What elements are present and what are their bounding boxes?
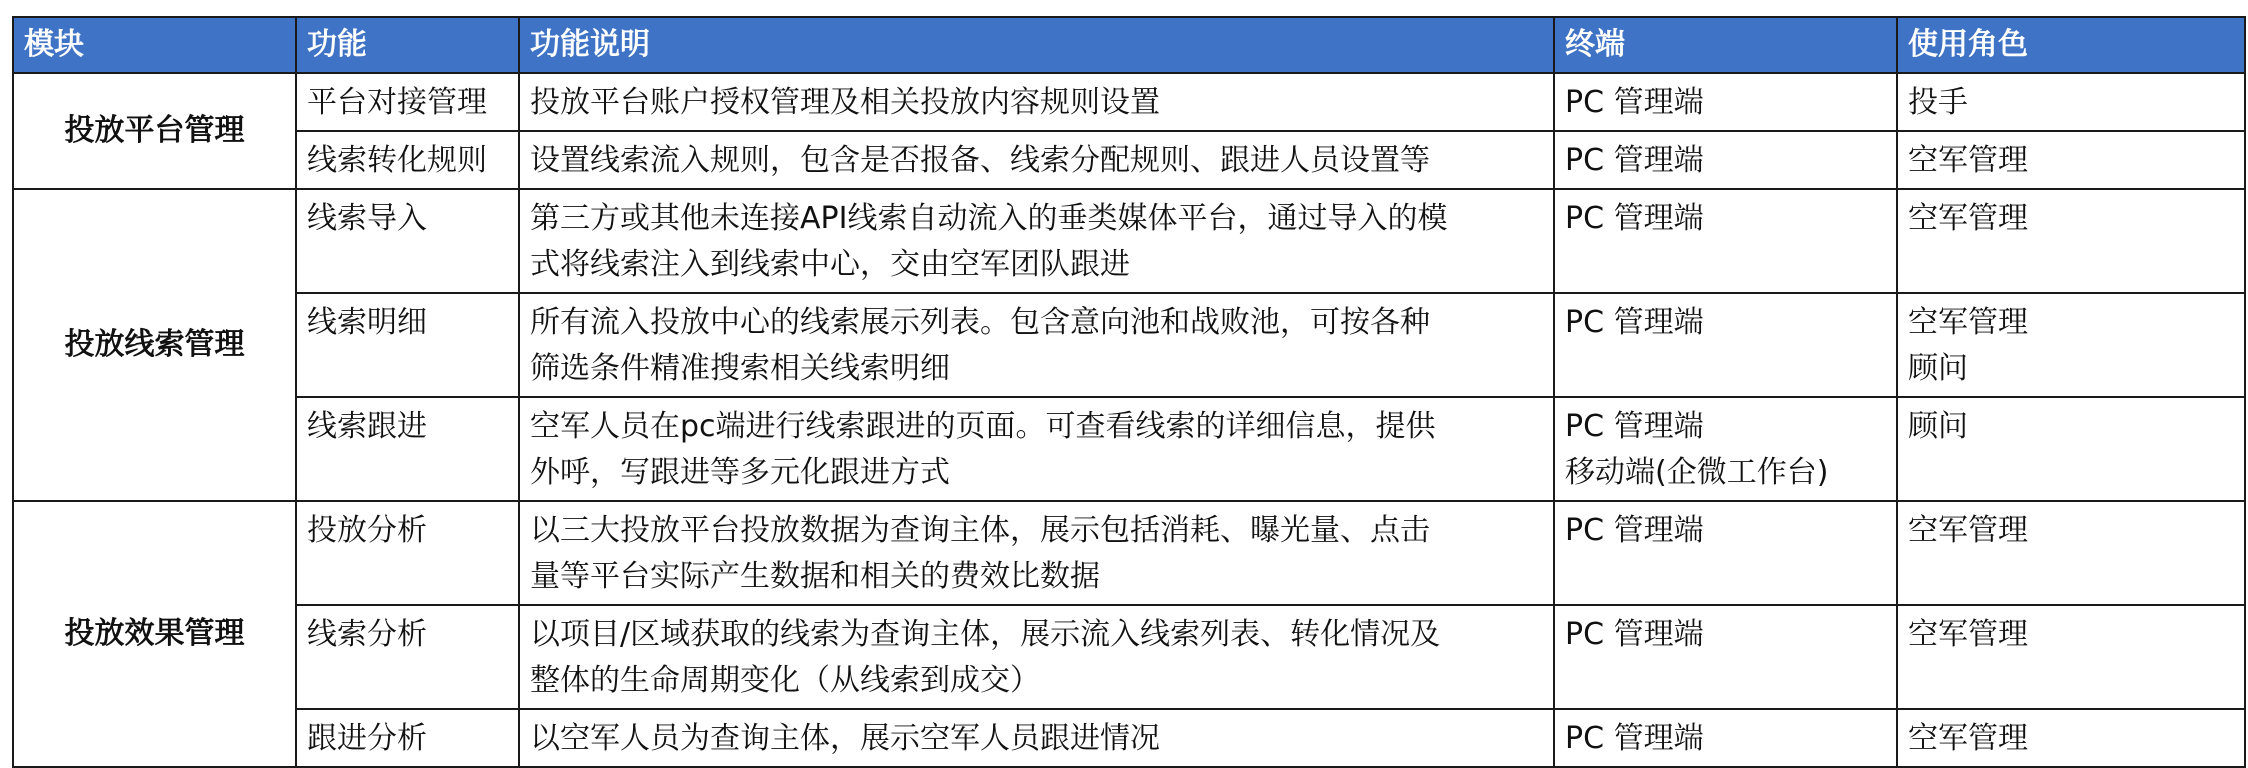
terminal-cell (1554, 397, 1897, 501)
table-row (13, 131, 2245, 189)
terminal-line: PC 管理端 (1565, 409, 1704, 444)
description-line: 以项目/区域获取的线索为查询主体，展示流入线索列表、转化情况及 (530, 617, 1441, 652)
description-line: 所有流入投放中心的线索展示列表。包含意向池和战败池，可按各种 (530, 305, 1430, 340)
description-cell (519, 293, 1554, 397)
roles-cell (1897, 189, 2245, 293)
terminal-cell (1554, 73, 1897, 131)
module-cell: 投放线索管理 (13, 189, 296, 501)
terminal-line: PC 管理端 (1565, 305, 1704, 340)
table-row (13, 709, 2245, 767)
description-line: 空军人员在pc端进行线索跟进的页面。可查看线索的详细信息，提供 (530, 409, 1436, 444)
function-cell: 线索导入 (296, 189, 519, 293)
roles-cell (1897, 605, 2245, 709)
role-line: 投手 (1908, 85, 1968, 120)
function-cell: 平台对接管理 (296, 73, 519, 131)
terminal-line: PC 管理端 (1565, 201, 1704, 236)
role-line: 空军管理 (1908, 305, 2028, 340)
terminal-cell (1554, 709, 1897, 767)
function-cell: 线索分析 (296, 605, 519, 709)
role-line: 空军管理 (1908, 617, 2028, 652)
function-cell: 线索明细 (296, 293, 519, 397)
header-module: 模块 (13, 17, 296, 73)
role-line: 顾问 (1908, 351, 1968, 386)
module-cell: 投放平台管理 (13, 73, 296, 189)
table-row (13, 189, 2245, 293)
role-line: 空军管理 (1908, 201, 2028, 236)
terminal-line: 移动端(企微工作台) (1565, 455, 1829, 490)
function-cell: 线索跟进 (296, 397, 519, 501)
table-row (13, 397, 2245, 501)
description-cell: 以空军人员为查询主体，展示空军人员跟进情况 (519, 709, 1554, 767)
table-row (13, 605, 2245, 709)
header-roles: 使用角色 (1897, 17, 2245, 73)
table-row (13, 501, 2245, 605)
roles-cell (1897, 397, 2245, 501)
function-cell: 跟进分析 (296, 709, 519, 767)
table-row (13, 293, 2245, 397)
description-cell (519, 501, 1554, 605)
roles-cell (1897, 709, 2245, 767)
roles-cell (1897, 131, 2245, 189)
description-cell: 设置线索流入规则，包含是否报备、线索分配规则、跟进人员设置等 (519, 131, 1554, 189)
function-cell: 投放分析 (296, 501, 519, 605)
role-line: 顾问 (1908, 409, 1968, 444)
roles-cell (1897, 293, 2245, 397)
description-cell (519, 397, 1554, 501)
function-cell: 线索转化规则 (296, 131, 519, 189)
feature-table (12, 16, 2246, 768)
description-cell: 投放平台账户授权管理及相关投放内容规则设置 (519, 73, 1554, 131)
description-cell (519, 605, 1554, 709)
table-row (13, 73, 2245, 131)
roles-cell (1897, 501, 2245, 605)
header-function: 功能 (296, 17, 519, 73)
roles-cell (1897, 73, 2245, 131)
terminal-cell (1554, 131, 1897, 189)
description-line: 式将线索注入到线索中心，交由空军团队跟进 (530, 247, 1130, 282)
description-cell (519, 189, 1554, 293)
terminal-cell (1554, 501, 1897, 605)
terminal-cell (1554, 293, 1897, 397)
role-line: 空军管理 (1908, 513, 2028, 548)
terminal-line: PC 管理端 (1565, 143, 1704, 178)
terminal-line: PC 管理端 (1565, 617, 1704, 652)
description-line: 外呼，写跟进等多元化跟进方式 (530, 455, 950, 490)
header-terminal: 终端 (1554, 17, 1897, 73)
terminal-cell (1554, 605, 1897, 709)
terminal-cell (1554, 189, 1897, 293)
description-line: 量等平台实际产生数据和相关的费效比数据 (530, 559, 1100, 594)
description-line: 第三方或其他未连接API线索自动流入的垂类媒体平台，通过导入的模 (530, 201, 1448, 236)
description-line: 筛选条件精准搜索相关线索明细 (530, 351, 950, 386)
role-line: 空军管理 (1908, 721, 2028, 756)
feature-table-container (12, 16, 2244, 756)
header-row (13, 17, 2245, 73)
description-line: 以三大投放平台投放数据为查询主体，展示包括消耗、曝光量、点击 (530, 513, 1430, 548)
module-cell: 投放效果管理 (13, 501, 296, 767)
description-line: 整体的生命周期变化（从线索到成交） (530, 663, 1040, 698)
role-line: 空军管理 (1908, 143, 2028, 178)
header-description: 功能说明 (519, 17, 1554, 73)
terminal-line: PC 管理端 (1565, 513, 1704, 548)
terminal-line: PC 管理端 (1565, 85, 1704, 120)
terminal-line: PC 管理端 (1565, 721, 1704, 756)
